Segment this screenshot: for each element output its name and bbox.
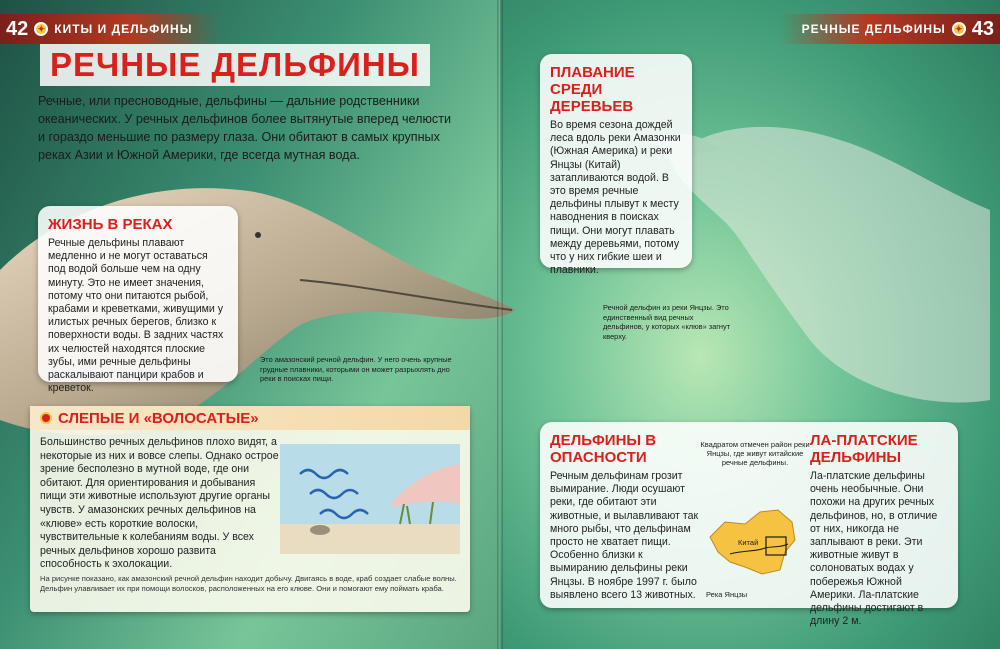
echolocation-illustration	[280, 444, 460, 554]
echolocation-caption: На рисунке показано, как амазонский речной дельфин находит добычу. Двигаясь в воде, краб создает слабые волны. Дельфин улавливает их при помощи волосков, расположенных на его клюве. Они и помогают ему поймать краба.	[40, 574, 457, 593]
laplata-text: Ла-платские дельфины очень необычные. Они похожи на других речных дельфинов, но, в отличие от них, никогда не заплывают в реки. Эти животные живут в солоноватых водах у побережья Южной Америки. Ла-платские дельфины достигают в длину 2 м.	[810, 470, 938, 628]
yangtze-dolphin-illustration	[650, 100, 1000, 420]
blind-and-hairy-title: СЛЕПЫЕ И «ВОЛОСАТЫЕ»	[58, 409, 259, 427]
intro-paragraph: Речные, или пресноводные, дельфины — дальние родственники океанических. У речных дельфинов более вытянутые вперед челюсти и гораздо меньшие по размеру глаза. Они обитают в самых крупных реках Азии и Южной Америки, где всегда мутная вода.	[38, 94, 452, 162]
blind-and-hairy-text: Большинство речных дельфинов плохо видят, а некоторые из них и вовсе слепы. Однако острое зрение бесполезно в мутной воде, где они обитают. Для ориентирования и добывания пищи эти животные используют другие органы чувств. У амазонских речных дельфинов на «клюве» есть короткие волоски, чувствительные к колебаниям воды. У всех речных дельфинов хорошо развита способность к эхолокации.	[40, 436, 279, 571]
laplata-column	[810, 432, 950, 628]
right-page-header	[780, 14, 1000, 44]
swimming-among-trees-title: ПЛАВАНИЕ СРЕДИ ДЕРЕВЬЕВ	[550, 64, 635, 115]
dolphins-in-danger-box	[540, 422, 958, 628]
swimming-among-trees-box	[540, 54, 692, 277]
left-page-header	[0, 14, 220, 44]
life-in-rivers-text: Речные дельфины плавают медленно и не могут оставаться под водой больше чем на одну минуту. Это не имеет значения, потому что они питаются рыбой, крабами и креветками, живущими у илистых речных берегов, близко к поверхности воды. В задних частях их челюстей находятся плоские зубы, ими речные дельфины раскалывают панцири крабов и креветок.	[48, 237, 224, 395]
life-in-rivers-box	[38, 206, 238, 395]
compass-icon: ✦	[952, 22, 966, 36]
book-spine	[497, 0, 503, 649]
yangtze-dolphin-caption: Речной дельфин из реки Янцзы. Это единственный вид речных дельфинов, у которых «клюв» загнут кверху.	[603, 303, 731, 341]
left-section-title: КИТЫ И ДЕЛЬФИНЫ	[54, 22, 193, 36]
map-caption: Квадратом отмечен район реки Янцзы, где живут китайские речные дельфины.	[700, 440, 810, 467]
life-in-rivers-title: ЖИЗНЬ В РЕКАХ	[48, 216, 173, 233]
dolphins-in-danger-title: ДЕЛЬФИНЫ В ОПАСНОСТИ	[550, 432, 657, 466]
swimming-among-trees-text: Во время сезона дождей леса вдоль реки Амазонки (Южная Америка) и реки Янцзы (Китай) затапливаются водой. В это время речные дельфины плывут к месту наводнения в поисках пищи. Они могут плавать между деревьями, потому что у них гибкие шеи и плавники.	[550, 119, 681, 277]
left-page-number: 42	[6, 17, 29, 40]
amazon-dolphin-caption: Это амазонский речной дельфин. У него очень крупные грудные плавники, которыми он может разрыхлять дно реки в поисках пищи.	[260, 355, 452, 383]
compass-icon: ✦	[34, 22, 48, 36]
china-map-block	[700, 440, 810, 605]
right-page-number: 43	[971, 17, 994, 40]
laplata-title: ЛА-ПЛАТСКИЕ ДЕЛЬФИНЫ	[810, 432, 918, 466]
map-label-china: Китай	[738, 538, 759, 547]
right-section-title: РЕЧНЫЕ ДЕЛЬФИНЫ	[801, 22, 946, 36]
map-label-yangtze: Река Янцзы	[706, 590, 748, 599]
china-map	[700, 482, 810, 592]
blind-and-hairy-header	[30, 406, 470, 430]
blind-and-hairy-box	[30, 406, 470, 612]
danger-column	[550, 432, 700, 602]
bullet-icon	[40, 412, 52, 424]
page-title: РЕЧНЫЕ ДЕЛЬФИНЫ	[40, 44, 430, 86]
dolphins-in-danger-text: Речным дельфинам грозит вымирание. Люди осушают реки, где обитают эти животные, и вылавливают так много рыбы, что дельфинам просто не хватает пищи. Особенно близки к вымиранию дельфины реки Янцзы. В ноябре 1997 г. было выявлено всего 13 животных.	[550, 470, 699, 601]
